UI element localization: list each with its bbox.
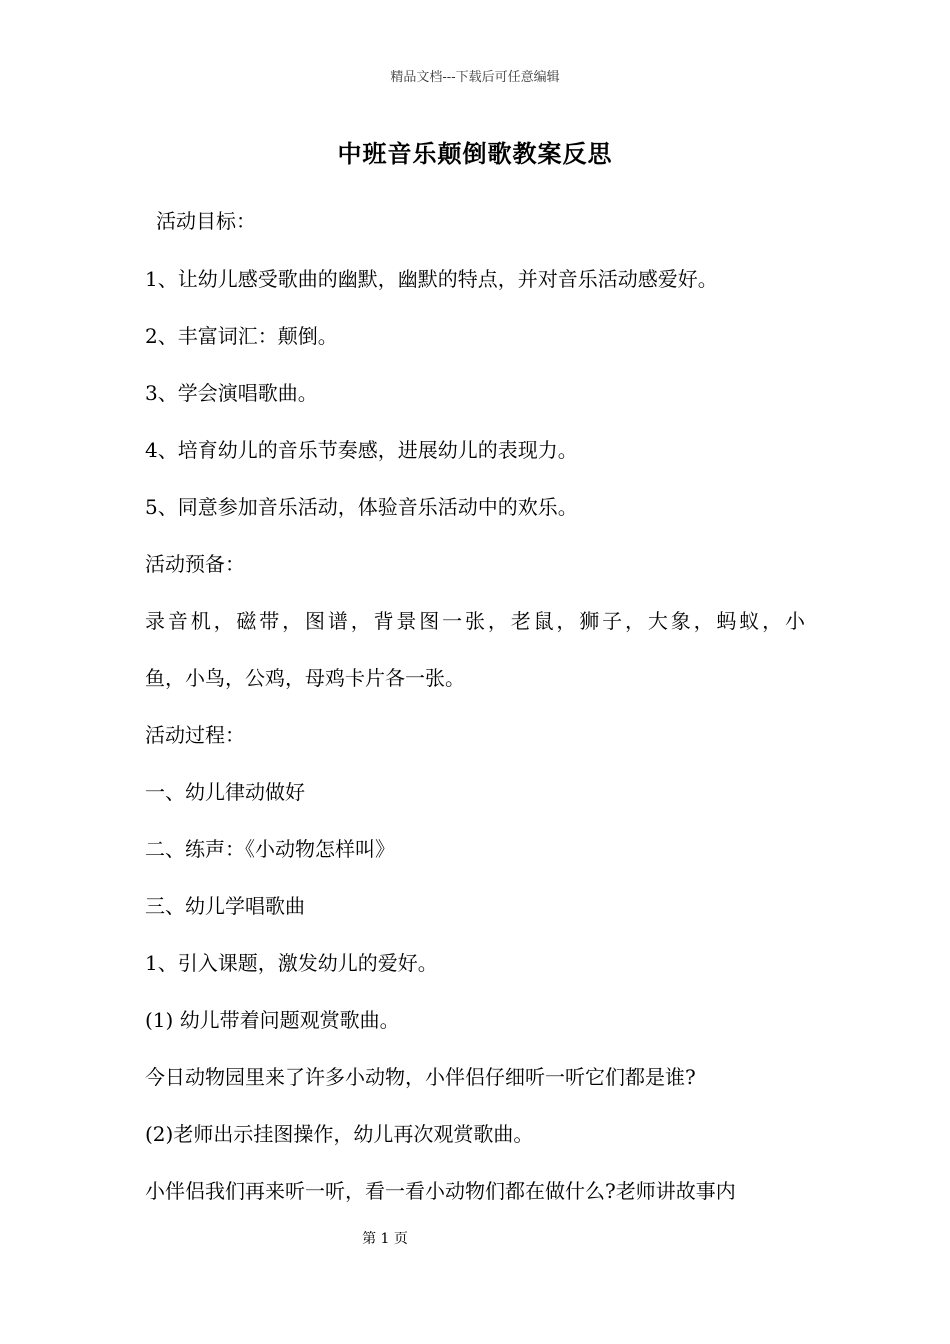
paragraph-line: (2)老师出示挂图操作，幼儿再次观赏歌曲。 (145, 1122, 534, 1146)
paragraph-line: 二、练声：《小动物怎样叫》 (145, 837, 395, 861)
paragraph-line: 鱼，小鸟，公鸡，母鸡卡片各一张。 (145, 666, 465, 690)
paragraph-line: 4、培育幼儿的音乐节奏感，进展幼儿的表现力。 (145, 438, 578, 462)
section-heading-goals: 活动目标： (156, 209, 256, 233)
section-heading-process: 活动过程： (145, 723, 245, 747)
document-title: 中班音乐颠倒歌教案反思 (337, 139, 613, 168)
page-number: 第 1 页 (362, 1231, 408, 1247)
paragraph-line: 1、让幼儿感受歌曲的幽默，幽默的特点，并对音乐活动感爱好。 (145, 267, 718, 291)
paragraph-line: 小伴侣我们再来听一听，看一看小动物们都在做什么?老师讲故事内 (145, 1179, 736, 1203)
paragraph-line: (1) 幼儿带着问题观赏歌曲。 (145, 1008, 400, 1032)
paragraph-line: 今日动物园里来了许多小动物，小伴侣仔细听一听它们都是谁? (145, 1065, 696, 1089)
paragraph-line: 5、同意参加音乐活动，体验音乐活动中的欢乐。 (145, 495, 578, 519)
paragraph-line: 3、学会演唱歌曲。 (145, 381, 318, 405)
section-heading-preparation: 活动预备： (145, 552, 245, 576)
paragraph-line: 1、引入课题，激发幼儿的爱好。 (145, 951, 438, 975)
paragraph-line: 2、丰富词汇：颠倒。 (145, 324, 338, 348)
header-note: 精品文档---下载后可任意编辑 (390, 70, 560, 85)
paragraph-line: 三、幼儿学唱歌曲 (145, 894, 305, 918)
paragraph-line: 一、幼儿律动做好 (145, 780, 305, 804)
paragraph-line: 录音机，磁带，图谱，背景图一张，老鼠，狮子，大象，蚂蚁，小 (145, 609, 805, 633)
